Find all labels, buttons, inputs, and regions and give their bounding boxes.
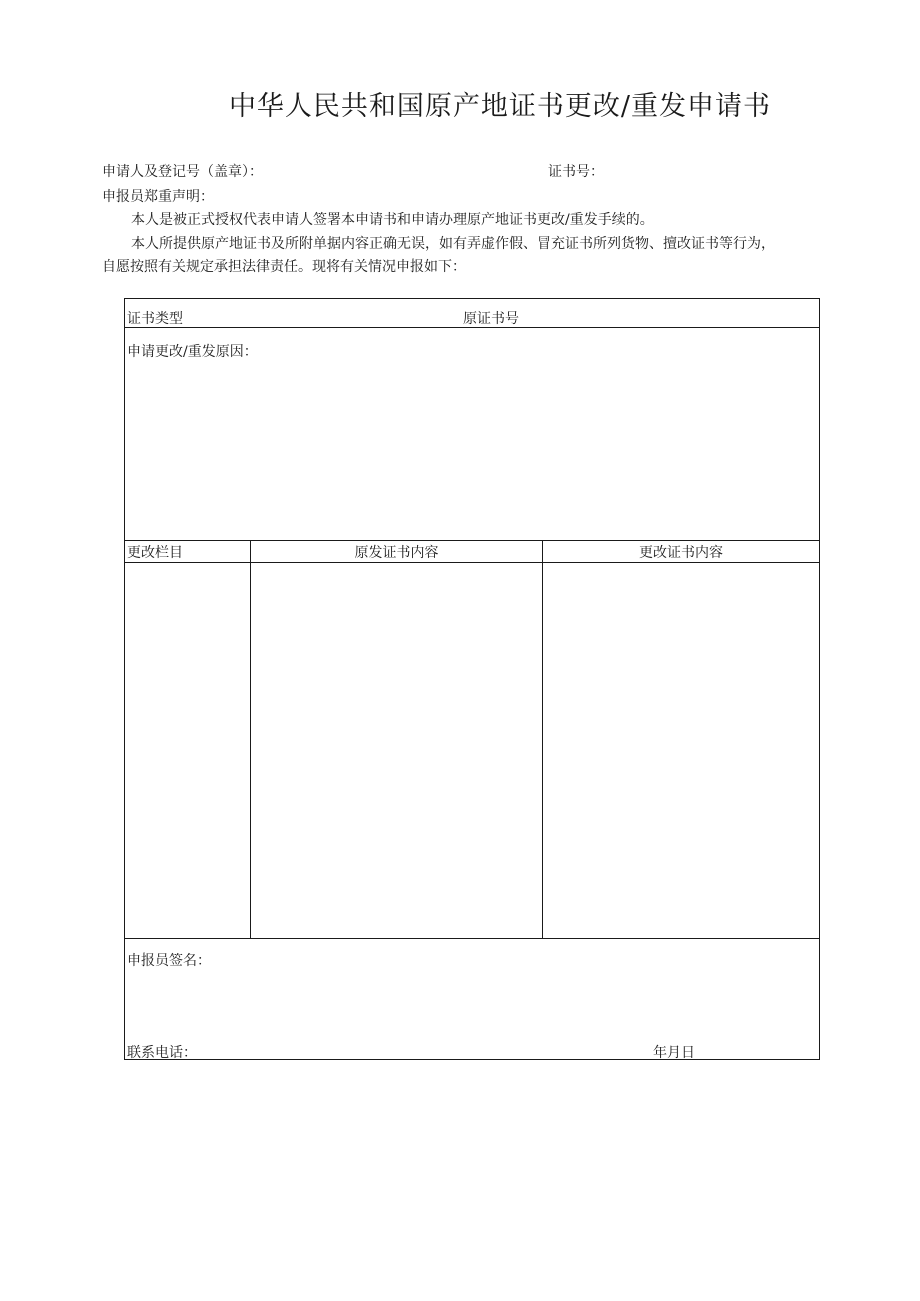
column-header-original-content: 原发证书内容 xyxy=(354,545,439,561)
change-reason-field[interactable] xyxy=(125,361,819,539)
row-divider xyxy=(125,540,819,541)
declaration-paragraph-2-line-2: 自愿按照有关规定承担法律责任。现将有关情况申报如下： xyxy=(102,259,466,275)
declaration-paragraph-2-line-1: 本人所提供原产地证书及所附单据内容正确无误，如有弄虚作假、冒充证书所列货物、擅改证书等行为， xyxy=(131,236,775,252)
declarer-label: 申报员郑重声明： xyxy=(102,189,214,205)
row-divider xyxy=(125,938,819,939)
column-header-changed-content: 更改证书内容 xyxy=(639,545,723,561)
cert-no-label: 证书号： xyxy=(548,164,604,180)
document-title: 中华人民共和国原产地证书更改/重发申请书 xyxy=(228,91,772,122)
declarer-signature-label: 申报员签名： xyxy=(127,953,211,969)
contact-phone-label: 联系电话： xyxy=(127,1045,197,1061)
date-label: 年月日 xyxy=(653,1045,695,1061)
declaration-paragraph-1: 本人是被正式授权代表申请人签署本申请书和申请办理原产地证书更改/重发手续的。 xyxy=(131,212,654,228)
original-cert-no-label: 原证书号 xyxy=(463,311,519,327)
column-header-change-field: 更改栏目 xyxy=(127,545,183,561)
changed-content-cell[interactable] xyxy=(543,563,819,938)
applicant-label: 申请人及登记号（盖章）： xyxy=(102,164,263,180)
change-reason-label: 申请更改/重发原因： xyxy=(127,344,258,360)
cert-type-label: 证书类型 xyxy=(127,311,183,327)
change-field-cell[interactable] xyxy=(125,563,250,938)
application-form-table xyxy=(124,298,820,1060)
original-content-cell[interactable] xyxy=(251,563,542,938)
